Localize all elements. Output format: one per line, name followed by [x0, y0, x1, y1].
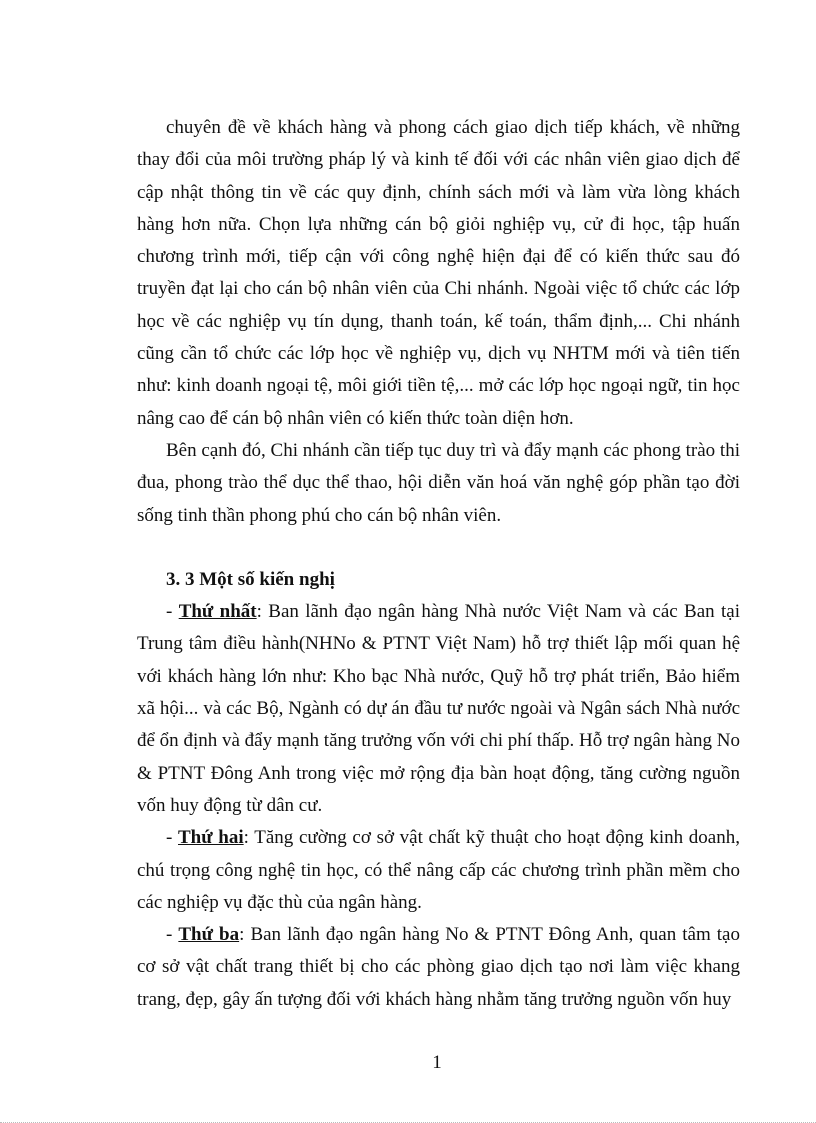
- paragraph-training: chuyên đề về khách hàng và phong cách giao dịch tiếp khách, về những thay đổi của môi trường pháp lý và kinh tế đối với các nhân viên giao dịch để cập nhật thông tin về các quy định, chính sách mới và làm vừa lòng khách hàng hơn nữa. Chọn lựa những cán bộ giỏi nghiệp vụ, cử đi học, tập huấn chương trình mới, tiếp cận với công nghệ hiện đại để có kiến thức sau đó truyền đạt lại cho cán bộ nhân viên của Chi nhánh. Ngoài việc tổ chức các lớp học về các nghiệp vụ tín dụng, thanh toán, kế toán, thẩm định,... Chi nhánh cũng cần tổ chức các lớp học về nghiệp vụ, dịch vụ NHTM mới và tiên tiến như: kinh doanh ngoại tệ, môi giới tiền tệ,... mở các lớp học ngoại ngữ, tin học nâng cao để cán bộ nhân viên có kiến thức toàn diện hơn.: [137, 117, 740, 429]
- paragraph-movements: Bên cạnh đó, Chi nhánh cần tiếp tục duy trì và đẩy mạnh các phong trào thi đua, phong trào thể dục thể thao, hội diễn văn hoá văn nghệ góp phần tạo đời sống tinh thần phong phú cho cán bộ nhân viên.: [137, 439, 740, 526]
- recommendation-prefix: -: [166, 601, 179, 623]
- recommendation-label: Thứ hai: [178, 827, 244, 849]
- recommendation-text: : Ban lãnh đạo ngân hàng No & PTNT Đông Anh, quan tâm tạo cơ sở vật chất trang thiết bị cho các phòng giao dịch tạo nơi làm việc khang trang, đẹp, gây ấn tượng đối với khách hàng nhằm tăng trưởng nguồn vốn huy: [137, 924, 740, 1010]
- recommendation-third: [137, 919, 740, 1016]
- page-number: 1: [432, 1052, 442, 1073]
- recommendation-prefix: -: [166, 924, 179, 946]
- recommendation-prefix: -: [166, 827, 178, 849]
- recommendation-label: Thứ ba: [178, 924, 240, 946]
- recommendation-text: : Ban lãnh đạo ngân hàng Nhà nước Việt Nam và các Ban tại Trung tâm điều hành(NHNo & PTNT Việt Nam) hỗ trợ thiết lập mối quan hệ với khách hàng lớn như: Kho bạc Nhà nước, Quỹ hỗ trợ phát triển, Bảo hiểm xã hội... và các Bộ, Ngành có dự án đầu tư nước ngoài và Ngân sách Nhà nước để ổn định và đẩy mạnh tăng trưởng vốn với chi phí thấp. Hỗ trợ ngân hàng No & PTNT Đông Anh trong việc mở rộng địa bàn hoạt động, tăng cường nguồn vốn huy động từ dân cư.: [137, 601, 740, 816]
- recommendation-second: [137, 822, 740, 919]
- recommendation-label: Thứ nhất: [178, 601, 257, 623]
- section-heading: 3. 3 Một số kiến nghị: [166, 568, 335, 590]
- recommendation-first: [137, 596, 740, 822]
- page-content: [137, 112, 740, 1016]
- recommendation-text: : Tăng cường cơ sở vật chất kỹ thuật cho hoạt động kinh doanh, chú trọng công nghệ tin học, có thể nâng cấp các chương trình phần mềm cho các nghiệp vụ đặc thù của ngân hàng.: [137, 827, 740, 913]
